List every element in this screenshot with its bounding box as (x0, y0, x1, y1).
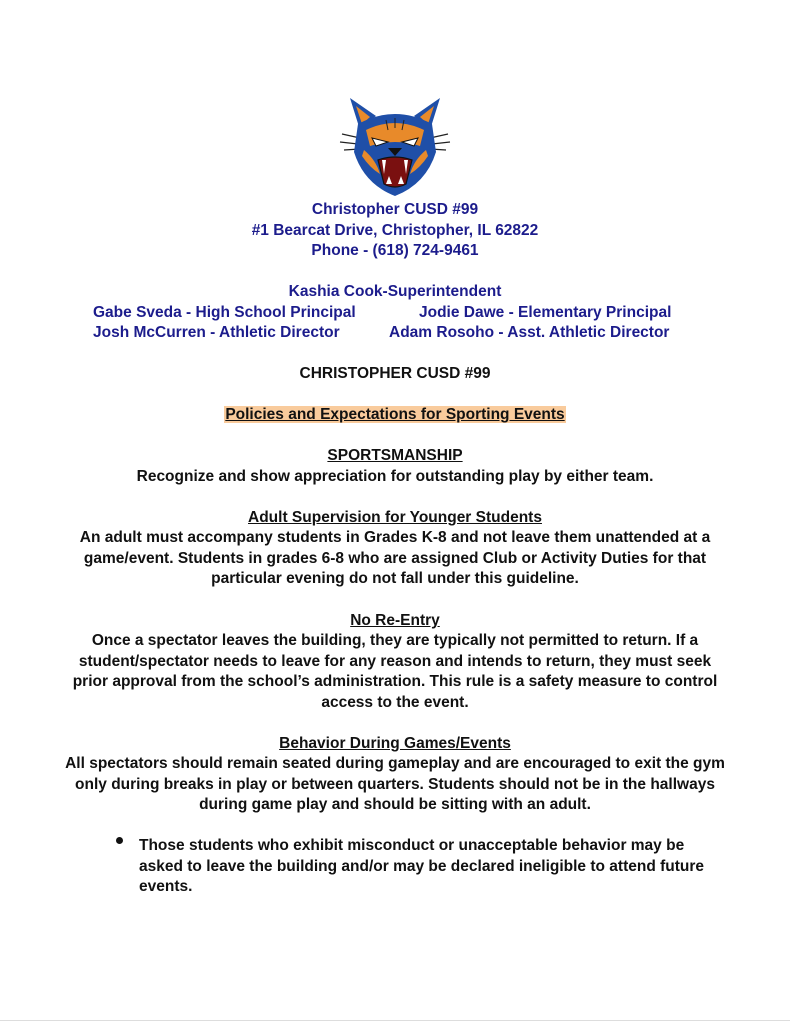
supervision-body: An adult must accompany students in Grades K-8 and not leave them unattended at a game/event. Students in grades 6-8 who are assigned Club or Activity Duties for that particular evening do not fall under this guideline. (79, 529, 711, 588)
elem-principal: Jodie Dawe - Elementary Principal (419, 304, 672, 321)
asst-athletic-director: Adam Rosoho - Asst. Athletic Director (389, 324, 670, 341)
document-subtitle-row (0, 405, 790, 425)
reentry-body: Once a spectator leaves the building, they are typically not permitted to return. If a student/spectator needs to leave for any reason and intends to return, they must seek prior approval from the school’s administration. This rule is a safety measure to control access to the event. (72, 632, 718, 712)
behavior-body: All spectators should remain seated during gameplay and are encouraged to exit the gym only during breaks in play or between quarters. Students should not be in the hallways during game play and should be sitting with an adult. (65, 755, 725, 814)
supervision-heading: Adult Supervision for Younger Students (248, 509, 542, 526)
behavior-heading: Behavior During Games/Events (279, 735, 511, 752)
page-bottom-edge (0, 1020, 790, 1021)
bullet-dot-icon (116, 837, 123, 844)
document-subtitle: Policies and Expectations for Sporting Events (225, 406, 565, 423)
document-title: CHRISTOPHER CUSD #99 (299, 365, 491, 382)
reentry-heading: No Re-Entry (350, 612, 440, 629)
district-name: Christopher CUSD #99 (311, 201, 479, 218)
district-address: #1 Bearcat Drive, Christopher, IL 62822 (251, 222, 539, 239)
behavior-bullet: Those students who exhibit misconduct or unacceptable behavior may be asked to leave the building and/or may be declared ineligible to attend future events. (139, 837, 705, 896)
athletic-director: Josh McCurren - Athletic Director (93, 324, 340, 341)
sportsmanship-heading: SPORTSMANSHIP (327, 447, 463, 464)
sportsmanship-body: Recognize and show appreciation for outstanding play by either team. (136, 468, 654, 485)
hs-principal: Gabe Sveda - High School Principal (93, 304, 356, 321)
superintendent: Kashia Cook-Superintendent (288, 283, 502, 300)
district-phone: Phone - (618) 724-9461 (311, 242, 479, 259)
bearcat-mascot-icon (336, 94, 454, 198)
